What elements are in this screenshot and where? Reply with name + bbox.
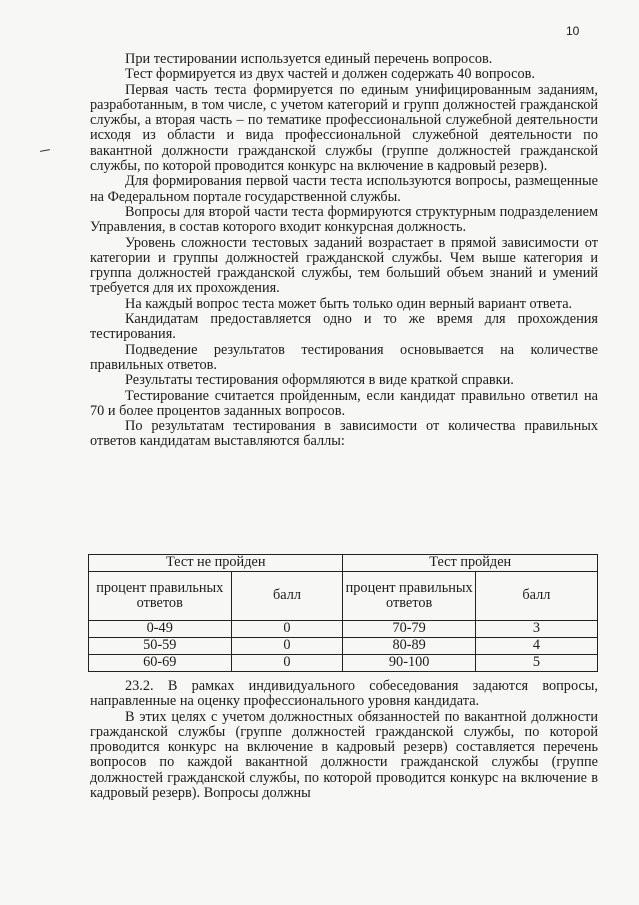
paragraph: Тестирование считается пройденным, если кандидат правильно ответил на 70 и более процентов заданных вопросов.: [90, 387, 598, 419]
paragraph: В этих целях с учетом должностных обязанностей по вакантной должности гражданской службы (группе должностей гражданской службы, по которой проводится конкурс на включение в кадровый резерв) составляется перечень вопросов по каждой вакантной должности гражданской службы (группе должностей гражданской службы, по которой проводится конкурс на включение в кадровый резерв). Вопросы должны: [90, 708, 598, 802]
header-percent-correct: процент правильных ответов: [343, 572, 475, 621]
text-block-top: [90, 52, 598, 450]
table-row: [89, 621, 598, 638]
table-cell: 5: [475, 655, 597, 672]
table-cell: 50-59: [89, 638, 232, 655]
paragraph: Тест формируется из двух частей и должен содержать 40 вопросов.: [125, 66, 535, 83]
paragraph: 23.2. В рамках индивидуального собеседования задаются вопросы, направленные на оценку профессионального уровня кандидата.: [90, 678, 598, 710]
table-cell: 0: [231, 621, 343, 638]
table-cell: 80-89: [343, 638, 475, 655]
paragraph: Подведение результатов тестирования основывается на количестве правильных ответов.: [90, 341, 598, 373]
table-cell: 0: [231, 655, 343, 672]
paragraph: Кандидатам предоставляется одно и то же время для прохождения тестирования.: [90, 311, 598, 343]
table-row: [89, 655, 598, 672]
table-row: [89, 638, 598, 655]
paragraph: На каждый вопрос теста может быть только один верный вариант ответа.: [125, 295, 573, 312]
header-test-passed: Тест пройден: [343, 555, 598, 572]
margin-mark: [40, 149, 50, 152]
paragraph: Вопросы для второй части теста формируются структурным подразделением Управления, в состав которого входит конкурсная должность.: [90, 203, 598, 236]
table-cell: 90-100: [343, 655, 475, 672]
paragraph: Первая часть теста формируется по единым унифицированным заданиям, разработанным, в том числе, с учетом категорий и групп должностей гражданской службы, а вторая часть – по тематике профессиональной служебной деятельности исходя из области и вида профессиональной служебной деятельности по вакантной должности гражданской службы (группе должностей гражданской службы, по которой проводится конкурс на включение в кадровый резерв).: [90, 81, 598, 175]
paragraph: Уровень сложности тестовых заданий возрастает в прямой зависимости от категории и группы должностей гражданской службы. Чем выше категория и группа должностей гражданской службы, тем больший объем знаний и умений требуется для их прохождения.: [90, 234, 598, 297]
header-score: балл: [475, 572, 597, 621]
header-score: балл: [231, 572, 343, 621]
table-cell: 0: [231, 638, 343, 655]
paragraph: По результатам тестирования в зависимости от количества правильных ответов кандидатам выставляются баллы:: [90, 418, 598, 450]
table-cell: 60-69: [89, 655, 232, 672]
scores-table: [88, 554, 598, 672]
paragraph: Для формирования первой части теста используются вопросы, размещенные на Федеральном портале государственной службы.: [90, 173, 598, 205]
paragraph: При тестировании используется единый перечень вопросов.: [125, 51, 493, 67]
table-cell: 70-79: [343, 621, 475, 638]
text-block-bottom: [90, 679, 598, 801]
page-number: 10: [566, 24, 580, 38]
table-cell: 3: [475, 621, 597, 638]
table-cell: 4: [475, 638, 597, 655]
header-percent-correct: процент правильных ответов: [89, 572, 232, 621]
header-test-failed: Тест не пройден: [89, 555, 343, 572]
table-cell: 0-49: [89, 621, 232, 638]
paragraph: Результаты тестирования оформляются в виде краткой справки.: [125, 372, 514, 389]
